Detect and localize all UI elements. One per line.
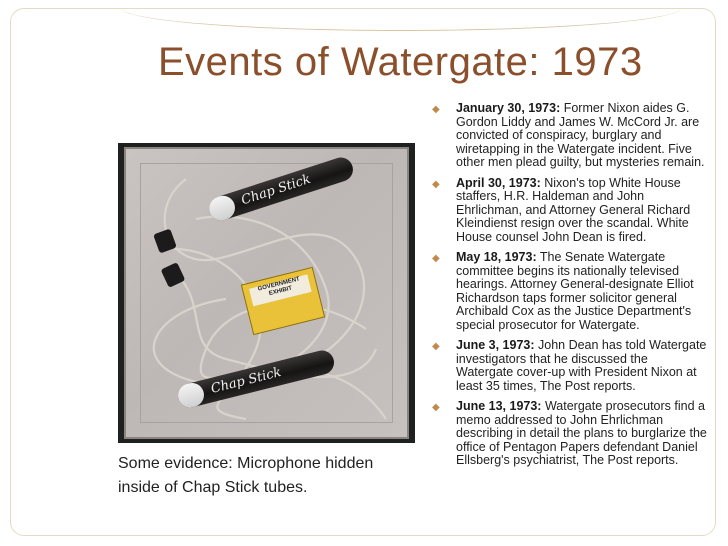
diamond-bullet-icon: ◆ <box>432 104 440 115</box>
event-text: Nixon's top White House staffers, H.R. Haldeman and John Ehrlichman, and Attorney General Richard Kleindienst resign over the scandal. White House counsel John Dean is fired. <box>456 175 691 244</box>
list-item <box>430 102 708 170</box>
event-text: The Senate Watergate committee begins its nationally televised hearings. Attorney General-designate Elliot Richardson taps former solicitor general Archibald Cox as the Justice Department's special prosecutor for Watergate. <box>456 250 694 332</box>
list-item <box>430 177 708 245</box>
display-pad <box>124 147 409 439</box>
events-list <box>430 102 708 475</box>
evidence-photo <box>118 143 415 443</box>
chap-stick-tube-top: Chap Stick <box>206 154 356 223</box>
government-exhibit-tag: GOVERNMENT EXHIBIT <box>241 267 325 335</box>
slide-title: Events of Watergate: 1973 <box>158 40 643 84</box>
list-item <box>430 339 708 393</box>
event-date: June 13, 1973: <box>456 399 542 413</box>
diamond-bullet-icon: ◆ <box>432 341 440 352</box>
event-text: John Dean has told Watergate investigators that he discussed the Watergate cover-up with President Nixon at least 35 times, The Post reports. <box>456 338 707 393</box>
list-item <box>430 400 708 468</box>
chap-stick-tube-bottom: Chap Stick <box>175 348 336 410</box>
event-date: May 18, 1973: <box>456 250 537 264</box>
event-date: January 30, 1973: <box>456 101 561 115</box>
photo-caption: Some evidence: Microphone hidden inside of Chap Stick tubes. <box>118 455 374 496</box>
event-text: Watergate prosecutors find a memo addressed to John Ehrlichman describing in detail the plans to burglarize the office of Pentagon Papers defendant Daniel Ellsberg's psychiatrist, The Post reports. <box>456 399 707 467</box>
event-date: June 3, 1973: <box>456 338 535 352</box>
decorative-curve <box>121 8 681 31</box>
event-text: Former Nixon aides G. Gordon Liddy and James W. McCord Jr. are convicted of conspiracy, burglary and wiretapping in the Watergate incident. Five other men plead guilty, but mysteries remain. <box>456 101 705 169</box>
list-item <box>430 251 708 332</box>
diamond-bullet-icon: ◆ <box>432 178 440 190</box>
event-date: April 30, 1973: <box>456 175 541 190</box>
diamond-bullet-icon: ◆ <box>432 402 440 413</box>
diamond-bullet-icon: ◆ <box>432 253 440 264</box>
